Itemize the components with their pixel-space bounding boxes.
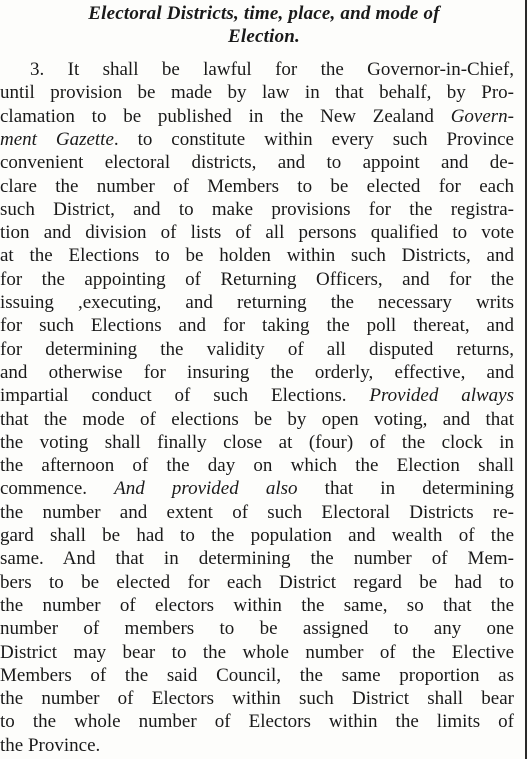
paragraph-line: the number of Electors within such District shall bear [0, 688, 514, 710]
paragraph-line: impartial conduct of such Elections. Provided always [0, 385, 514, 407]
paragraph-line: convenient electoral districts, and to appoint and de- [0, 152, 514, 174]
paragraph-line: the voting shall finally close at (four) of the clock in [0, 431, 514, 453]
paragraph-line: at the Elections to be holden within such Districts, and [0, 245, 514, 267]
section-heading-line-1: Electoral Districts, time, place, and mode of [88, 3, 440, 24]
paragraph-line: ment Gazette. to constitute within every such Province [0, 128, 514, 150]
paragraph-line: that the mode of elections be by open voting, and that [0, 408, 514, 430]
paragraph-line: gard shall be had to the population and wealth of the [0, 525, 514, 546]
paragraph-line: Members of the said Council, the same proportion as [0, 664, 514, 686]
section-heading-line-2: Election. [228, 26, 300, 47]
paragraph-line: District may bear to the whole number of the Elective [0, 641, 514, 663]
paragraph-line: clare the number of Members to be elected for each [0, 175, 514, 197]
paragraph-line: until provision be made by law in that behalf, by Pro- [0, 82, 514, 104]
paragraph-line: and otherwise for insuring the orderly, effective, and [0, 361, 514, 383]
paragraph-line: to the whole number of Electors within the limits of [0, 711, 514, 733]
paragraph-line: the Province. [0, 734, 101, 756]
italic-phrase: ment Gazette [0, 128, 114, 150]
italic-phrase: And provided also [114, 478, 298, 500]
paragraph-line: for such Elections and for taking the poll thereat, and [0, 315, 514, 337]
column-rule [525, 0, 527, 759]
italic-phrase: Govern- [450, 105, 514, 127]
paragraph-line: the number of electors within the same, so that the [0, 594, 514, 616]
paragraph-line: the number and extent of such Electoral Districts re- [0, 501, 514, 523]
italic-phrase: Provided always [369, 385, 514, 407]
paragraph-line: clamation to be published in the New Zealand Govern- [0, 105, 514, 127]
paragraph-line: same. And that in determining the number of Mem- [0, 548, 514, 570]
paragraph-line: 3. It shall be lawful for the Governor-in-Chief, [30, 59, 514, 80]
paragraph-line: for the appointing of Returning Officers, and for the [0, 268, 514, 290]
paragraph-line: for determining the validity of all disputed returns, [0, 338, 514, 360]
paragraph-line: issuing ,executing, and returning the necessary writs [0, 292, 514, 313]
paragraph-line: bers to be elected for each District regard be had to [0, 571, 514, 593]
paragraph-line: tion and division of lists of all persons qualified to vote [0, 222, 514, 244]
paragraph-line: the afternoon of the day on which the Election shall [0, 455, 514, 477]
paragraph-line: number of members to be assigned to any one [0, 618, 514, 640]
paragraph-line: such District, and to make provisions for the registra- [0, 198, 514, 220]
paragraph-line: commence. And provided also that in determining [0, 478, 514, 500]
